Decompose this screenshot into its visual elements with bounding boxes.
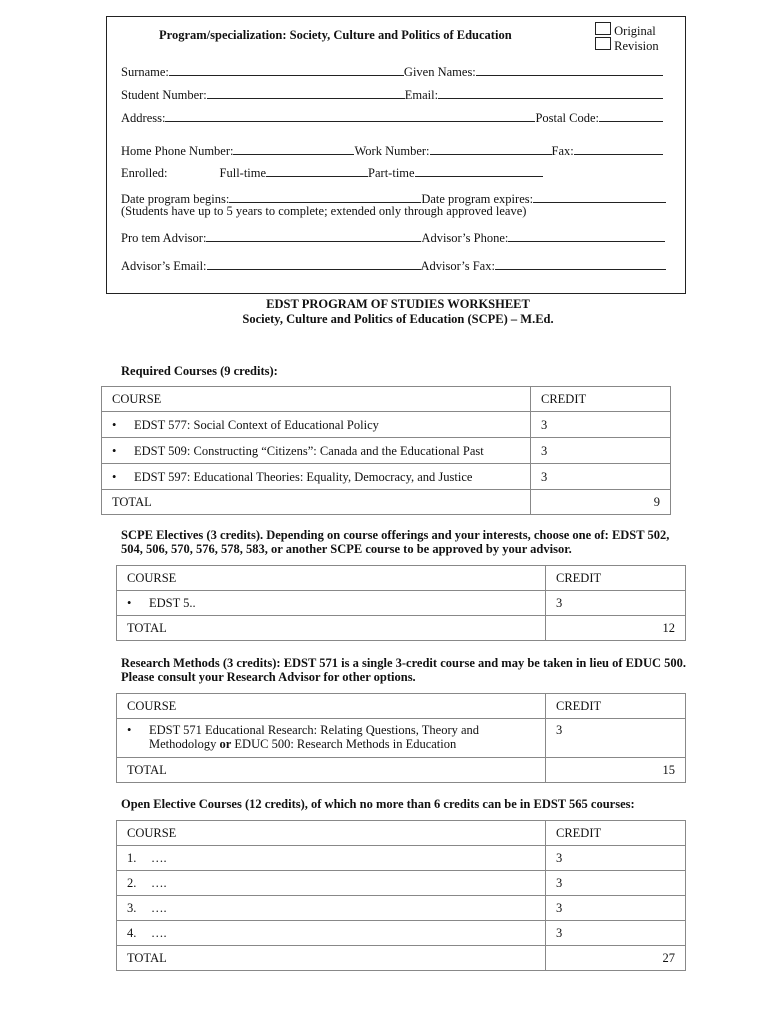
col-course-header: COURSE <box>102 387 531 412</box>
table-row <box>102 438 671 464</box>
research-heading-line-2: Please consult your Research Advisor for other options. <box>121 670 416 684</box>
total-value: 27 <box>546 946 686 971</box>
total-label: TOTAL <box>117 758 546 783</box>
course-name: EDST 5.. <box>149 596 196 610</box>
table-header-row <box>117 821 686 846</box>
col-credit-header: CREDIT <box>531 387 671 412</box>
table-row <box>117 591 686 616</box>
advisor-email-field[interactable] <box>207 257 421 270</box>
total-label: TOTAL <box>117 946 546 971</box>
fax-label: Fax: <box>551 144 574 158</box>
total-row <box>117 758 686 783</box>
course-credit: 3 <box>531 438 671 464</box>
col-credit-header: CREDIT <box>546 821 686 846</box>
row-number: 3. <box>127 901 137 915</box>
home-phone-label: Home Phone Number: <box>121 144 234 158</box>
required-courses-table <box>101 386 671 515</box>
course-credit: 3 <box>546 846 686 871</box>
row-number: 1. <box>127 851 137 865</box>
total-value: 12 <box>546 616 686 641</box>
course-name: …. <box>151 926 167 940</box>
parttime-field[interactable] <box>415 164 543 177</box>
col-credit-header: CREDIT <box>546 566 686 591</box>
open-electives-table <box>116 820 686 971</box>
bullet: • <box>127 596 132 610</box>
course-name-line-2: Methodology <box>149 737 217 751</box>
course-name: EDST 577: Social Context of Educational Policy <box>134 417 379 432</box>
course-credit: 3 <box>546 871 686 896</box>
date-expires-label: Date program expires: <box>421 192 534 206</box>
surname-field[interactable] <box>169 63 404 76</box>
table-row <box>102 412 671 438</box>
original-checkbox[interactable] <box>595 22 611 35</box>
fulltime-label: Full-time <box>219 166 267 180</box>
student-info-box <box>106 16 686 294</box>
bullet: • <box>112 469 117 484</box>
advisor-phone-field[interactable] <box>508 229 665 242</box>
required-heading: Required Courses (9 credits): <box>121 364 278 378</box>
bullet: • <box>127 723 132 737</box>
total-value: 15 <box>546 758 686 783</box>
student-number-label: Student Number: <box>121 88 207 102</box>
bullet: • <box>112 443 117 458</box>
protem-advisor-label: Pro tem Advisor: <box>121 231 207 245</box>
col-course-header: COURSE <box>117 566 546 591</box>
surname-label: Surname: <box>121 65 169 79</box>
title-line-1: EDST PROGRAM OF STUDIES WORKSHEET <box>266 297 530 311</box>
table-row <box>117 871 686 896</box>
total-row <box>102 490 671 515</box>
fulltime-field[interactable] <box>266 164 368 177</box>
address-label: Address: <box>121 111 166 125</box>
course-credit: 3 <box>546 719 686 758</box>
postal-code-label: Postal Code: <box>535 111 599 125</box>
electives-heading <box>121 528 669 556</box>
protem-advisor-field[interactable] <box>206 229 421 242</box>
date-begins-field[interactable] <box>229 190 421 203</box>
home-phone-field[interactable] <box>233 142 354 155</box>
col-credit-header: CREDIT <box>546 694 686 719</box>
program-label: Program/specialization: Society, Culture and Politics of Education <box>159 28 512 42</box>
course-name-alt: EDUC 500: Research Methods in Education <box>234 737 457 751</box>
revision-checkbox[interactable] <box>595 37 611 50</box>
total-label: TOTAL <box>102 490 531 515</box>
address-field[interactable] <box>165 109 535 122</box>
given-names-label: Given Names: <box>403 65 476 79</box>
course-name: …. <box>151 851 167 865</box>
row-number: 2. <box>127 876 137 890</box>
total-row <box>117 616 686 641</box>
table-row <box>117 719 686 758</box>
date-begins-label: Date program begins: <box>121 192 230 206</box>
status-checkboxes <box>595 22 659 52</box>
row-number: 4. <box>127 926 137 940</box>
table-row <box>117 896 686 921</box>
course-credit: 3 <box>546 896 686 921</box>
table-row <box>117 846 686 871</box>
course-credit: 3 <box>546 921 686 946</box>
advisor-phone-label: Advisor’s Phone: <box>421 231 509 245</box>
table-row <box>102 464 671 490</box>
research-heading <box>121 656 686 684</box>
electives-heading-line-2: 504, 506, 570, 576, 578, 583, or another SCPE course to be approved by your advisor. <box>121 542 572 556</box>
course-name: EDST 509: Constructing “Citizens”: Canada and the Educational Past <box>134 443 484 458</box>
course-name-line-1: EDST 571 Educational Research: Relating Questions, Theory and <box>149 723 480 737</box>
postal-code-field[interactable] <box>599 109 663 122</box>
electives-heading-line-1: SCPE Electives (3 credits). Depending on course offerings and your interests, choose one of: EDST 502, <box>121 528 670 542</box>
work-number-label: Work Number: <box>354 144 430 158</box>
given-names-field[interactable] <box>476 63 663 76</box>
advisor-fax-label: Advisor’s Fax: <box>420 259 495 273</box>
col-course-header: COURSE <box>117 821 546 846</box>
electives-table <box>116 565 686 641</box>
course-name: EDST 597: Educational Theories: Equality, Democracy, and Justice <box>134 469 473 484</box>
research-heading-line-1: Research Methods (3 credits): EDST 571 is a single 3-credit course and may be taken in lieu of EDUC 500. <box>121 656 687 670</box>
title-line-2: Society, Culture and Politics of Education (SCPE) – M.Ed. <box>242 312 554 326</box>
email-label: Email: <box>404 88 439 102</box>
worksheet-title <box>0 297 770 327</box>
open-heading: Open Elective Courses (12 credits), of which no more than 6 credits can be in EDST 565 courses: <box>121 797 635 811</box>
total-label: TOTAL <box>117 616 546 641</box>
course-name: …. <box>151 901 167 915</box>
date-expires-field[interactable] <box>533 190 666 203</box>
bullet: • <box>112 417 117 432</box>
table-header-row <box>117 694 686 719</box>
advisor-fax-field[interactable] <box>495 257 666 270</box>
total-value: 9 <box>531 490 671 515</box>
revision-label: Revision <box>614 39 659 53</box>
total-row <box>117 946 686 971</box>
parttime-label: Part-time <box>368 166 415 180</box>
col-course-header: COURSE <box>117 694 546 719</box>
work-number-field[interactable] <box>430 142 552 155</box>
years-note: (Students have up to 5 years to complete; extended only through approved leave) <box>121 204 527 218</box>
enrolled-label: Enrolled: <box>121 166 168 180</box>
course-credit: 3 <box>531 464 671 490</box>
table-row <box>117 921 686 946</box>
student-number-field[interactable] <box>207 86 405 99</box>
or-word: or <box>219 737 232 751</box>
research-table <box>116 693 686 783</box>
course-credit: 3 <box>531 412 671 438</box>
email-field[interactable] <box>438 86 663 99</box>
advisor-email-label: Advisor’s Email: <box>121 259 207 273</box>
table-header-row <box>117 566 686 591</box>
table-header-row <box>102 387 671 412</box>
fax-field[interactable] <box>574 142 663 155</box>
course-name: …. <box>151 876 167 890</box>
course-credit: 3 <box>546 591 686 616</box>
original-label: Original <box>614 24 656 38</box>
